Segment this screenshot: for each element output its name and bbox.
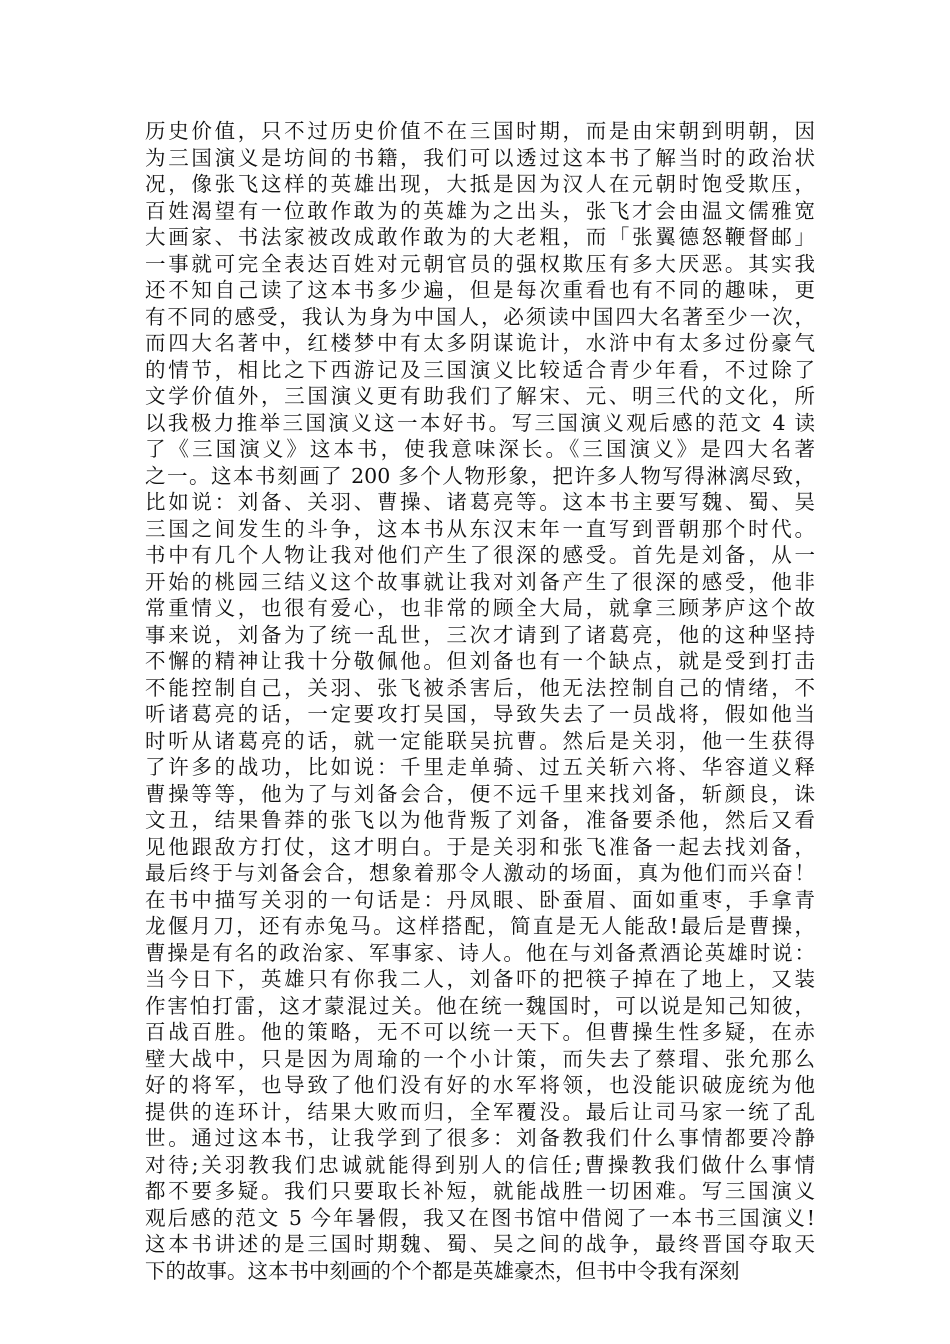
text-line: 不懈的精神让我十分敬佩他。但刘备也有一个缺点，就是受到打击 (145, 649, 815, 673)
text-line: 了《三国演义》这本书，使我意味深长。《三国演义》是四大名著 (145, 437, 815, 461)
text-line: 当今日下，英雄只有你我二人，刘备吓的把筷子掉在了地上，又装 (145, 967, 815, 991)
text-line: 听诸葛亮的话，一定要攻打吴国，导致失去了一员战将，假如他当 (145, 702, 815, 726)
text-line: 时听从诸葛亮的话，就一定能联吴抗曹。然后是关羽，他一生获得 (145, 728, 815, 753)
text-line: 的情节，相比之下西游记及三国演义比较适合青少年看，不过除了 (145, 357, 815, 382)
text-line: 百姓渴望有一位敢作敢为的英雄为之出头，张飞才会由温文儒雅宽 (145, 198, 815, 223)
text-line: 这本书讲述的是三国时期魏、蜀、吴之间的战争，最终晋国夺取天 (145, 1232, 815, 1256)
text-line: 书中有几个人物让我对他们产生了很深的感受。首先是刘备，从一 (145, 543, 815, 567)
text-line: 历史价值，只不过历史价值不在三国时期，而是由宋朝到明朝，因 (145, 119, 815, 143)
text-line: 下的故事。这本书中刻画的个个都是英雄豪杰，但书中令我有深刻 (145, 1258, 740, 1283)
text-line: 之一。这本书刻画了 200 多个人物形象，把许多人物写得淋漓尽致， (145, 463, 815, 488)
text-line: 作害怕打雷，这才蒙混过关。他在统一魏国时，可以说是知己知彼， (145, 993, 815, 1018)
text-line: 壁大战中，只是因为周瑜的一个小计策，而失去了蔡瑁、张允那么 (145, 1046, 815, 1071)
text-line: 了许多的战功，比如说：千里走单骑、过五关斩六将、华容道义释 (145, 755, 815, 779)
text-line: 世。通过这本书，让我学到了很多：刘备教我们什么事情都要冷静 (145, 1126, 815, 1150)
document-body (145, 118, 815, 1284)
text-line: 事来说，刘备为了统一乱世，三次才请到了诸葛亮，他的这种坚持 (145, 622, 815, 647)
text-line: 见他跟敌方打仗，这才明白。于是关羽和张飞准备一起去找刘备， (145, 834, 815, 859)
text-line: 还不知自己读了这本书多少遍，但是每次重看也有不同的趣味，更 (145, 278, 815, 302)
text-line: 为三国演义是坊间的书籍，我们可以透过这本书了解当时的政治状 (145, 145, 815, 170)
text-line: 三国之间发生的斗争，这本书从东汉末年一直写到晋朝那个时代。 (145, 516, 815, 541)
text-line: 观后感的范文 5 今年暑假，我又在图书馆中借阅了一本书三国演义! (145, 1205, 815, 1230)
text-line: 况，像张飞这样的英雄出现，大抵是因为汉人在元朝时饱受欺压， (145, 172, 815, 196)
text-line: 曹操是有名的政治家、军事家、诗人。他在与刘备煮酒论英雄时说： (145, 940, 815, 965)
text-line: 开始的桃园三结义这个故事就让我对刘备产生了很深的感受，他非 (145, 569, 815, 594)
text-line: 大画家、书法家被改成敢作敢为的大老粗，而「张翼德怒鞭督邮」 (145, 225, 815, 249)
text-line: 好的将军，也导致了他们没有好的水军将领，也没能识破庞统为他 (145, 1073, 815, 1097)
text-line: 文丑，结果鲁莽的张飞以为他背叛了刘备，准备要杀他，然后又看 (145, 808, 815, 832)
text-line: 不能控制自己，关羽、张飞被杀害后，他无法控制自己的情绪，不 (145, 675, 815, 700)
text-line: 常重情义，也很有爱心，也非常的顾全大局，就拿三顾茅庐这个故 (145, 596, 815, 620)
text-line: 文学价值外，三国演义更有助我们了解宋、元、明三代的文化，所 (145, 384, 815, 408)
text-line: 有不同的感受，我认为身为中国人，必须读中国四大名著至少一次， (145, 304, 815, 329)
text-line: 龙偃月刀，还有赤兔马。这样搭配，简直是无人能敌!最后是曹操， (145, 914, 815, 938)
text-line: 对待;关羽教我们忠诚就能得到别人的信任;曹操教我们做什么事情 (145, 1152, 815, 1177)
text-line: 百战百胜。他的策略，无不可以统一天下。但曹操生性多疑，在赤 (145, 1020, 815, 1044)
text-line: 一事就可完全表达百姓对元朝官员的强权欺压有多大厌恶。其实我 (145, 251, 815, 276)
text-line: 提供的连环计，结果大败而归，全军覆没。最后让司马家一统了乱 (145, 1099, 815, 1124)
text-line: 在书中描写关羽的一句话是：丹凤眼、卧蚕眉、面如重枣，手拿青 (145, 887, 815, 912)
text-line: 最后终于与刘备会合，想象着那令人激动的场面，真为他们而兴奋！ (145, 861, 815, 885)
text-line: 以我极力推举三国演义这一本好书。写三国演义观后感的范文 4 读 (145, 410, 815, 435)
text-line: 都不要多疑。我们只要取长补短，就能战胜一切困难。写三国演义 (145, 1179, 815, 1203)
text-line: 而四大名著中，红楼梦中有太多阴谋诡计，水浒中有太多过份豪气 (145, 331, 815, 355)
text-line: 曹操等等，他为了与刘备会合，便不远千里来找刘备，斩颜良，诛 (145, 781, 815, 806)
text-line: 比如说：刘备、关羽、曹操、诸葛亮等。这本书主要写魏、蜀、吴 (145, 490, 815, 514)
